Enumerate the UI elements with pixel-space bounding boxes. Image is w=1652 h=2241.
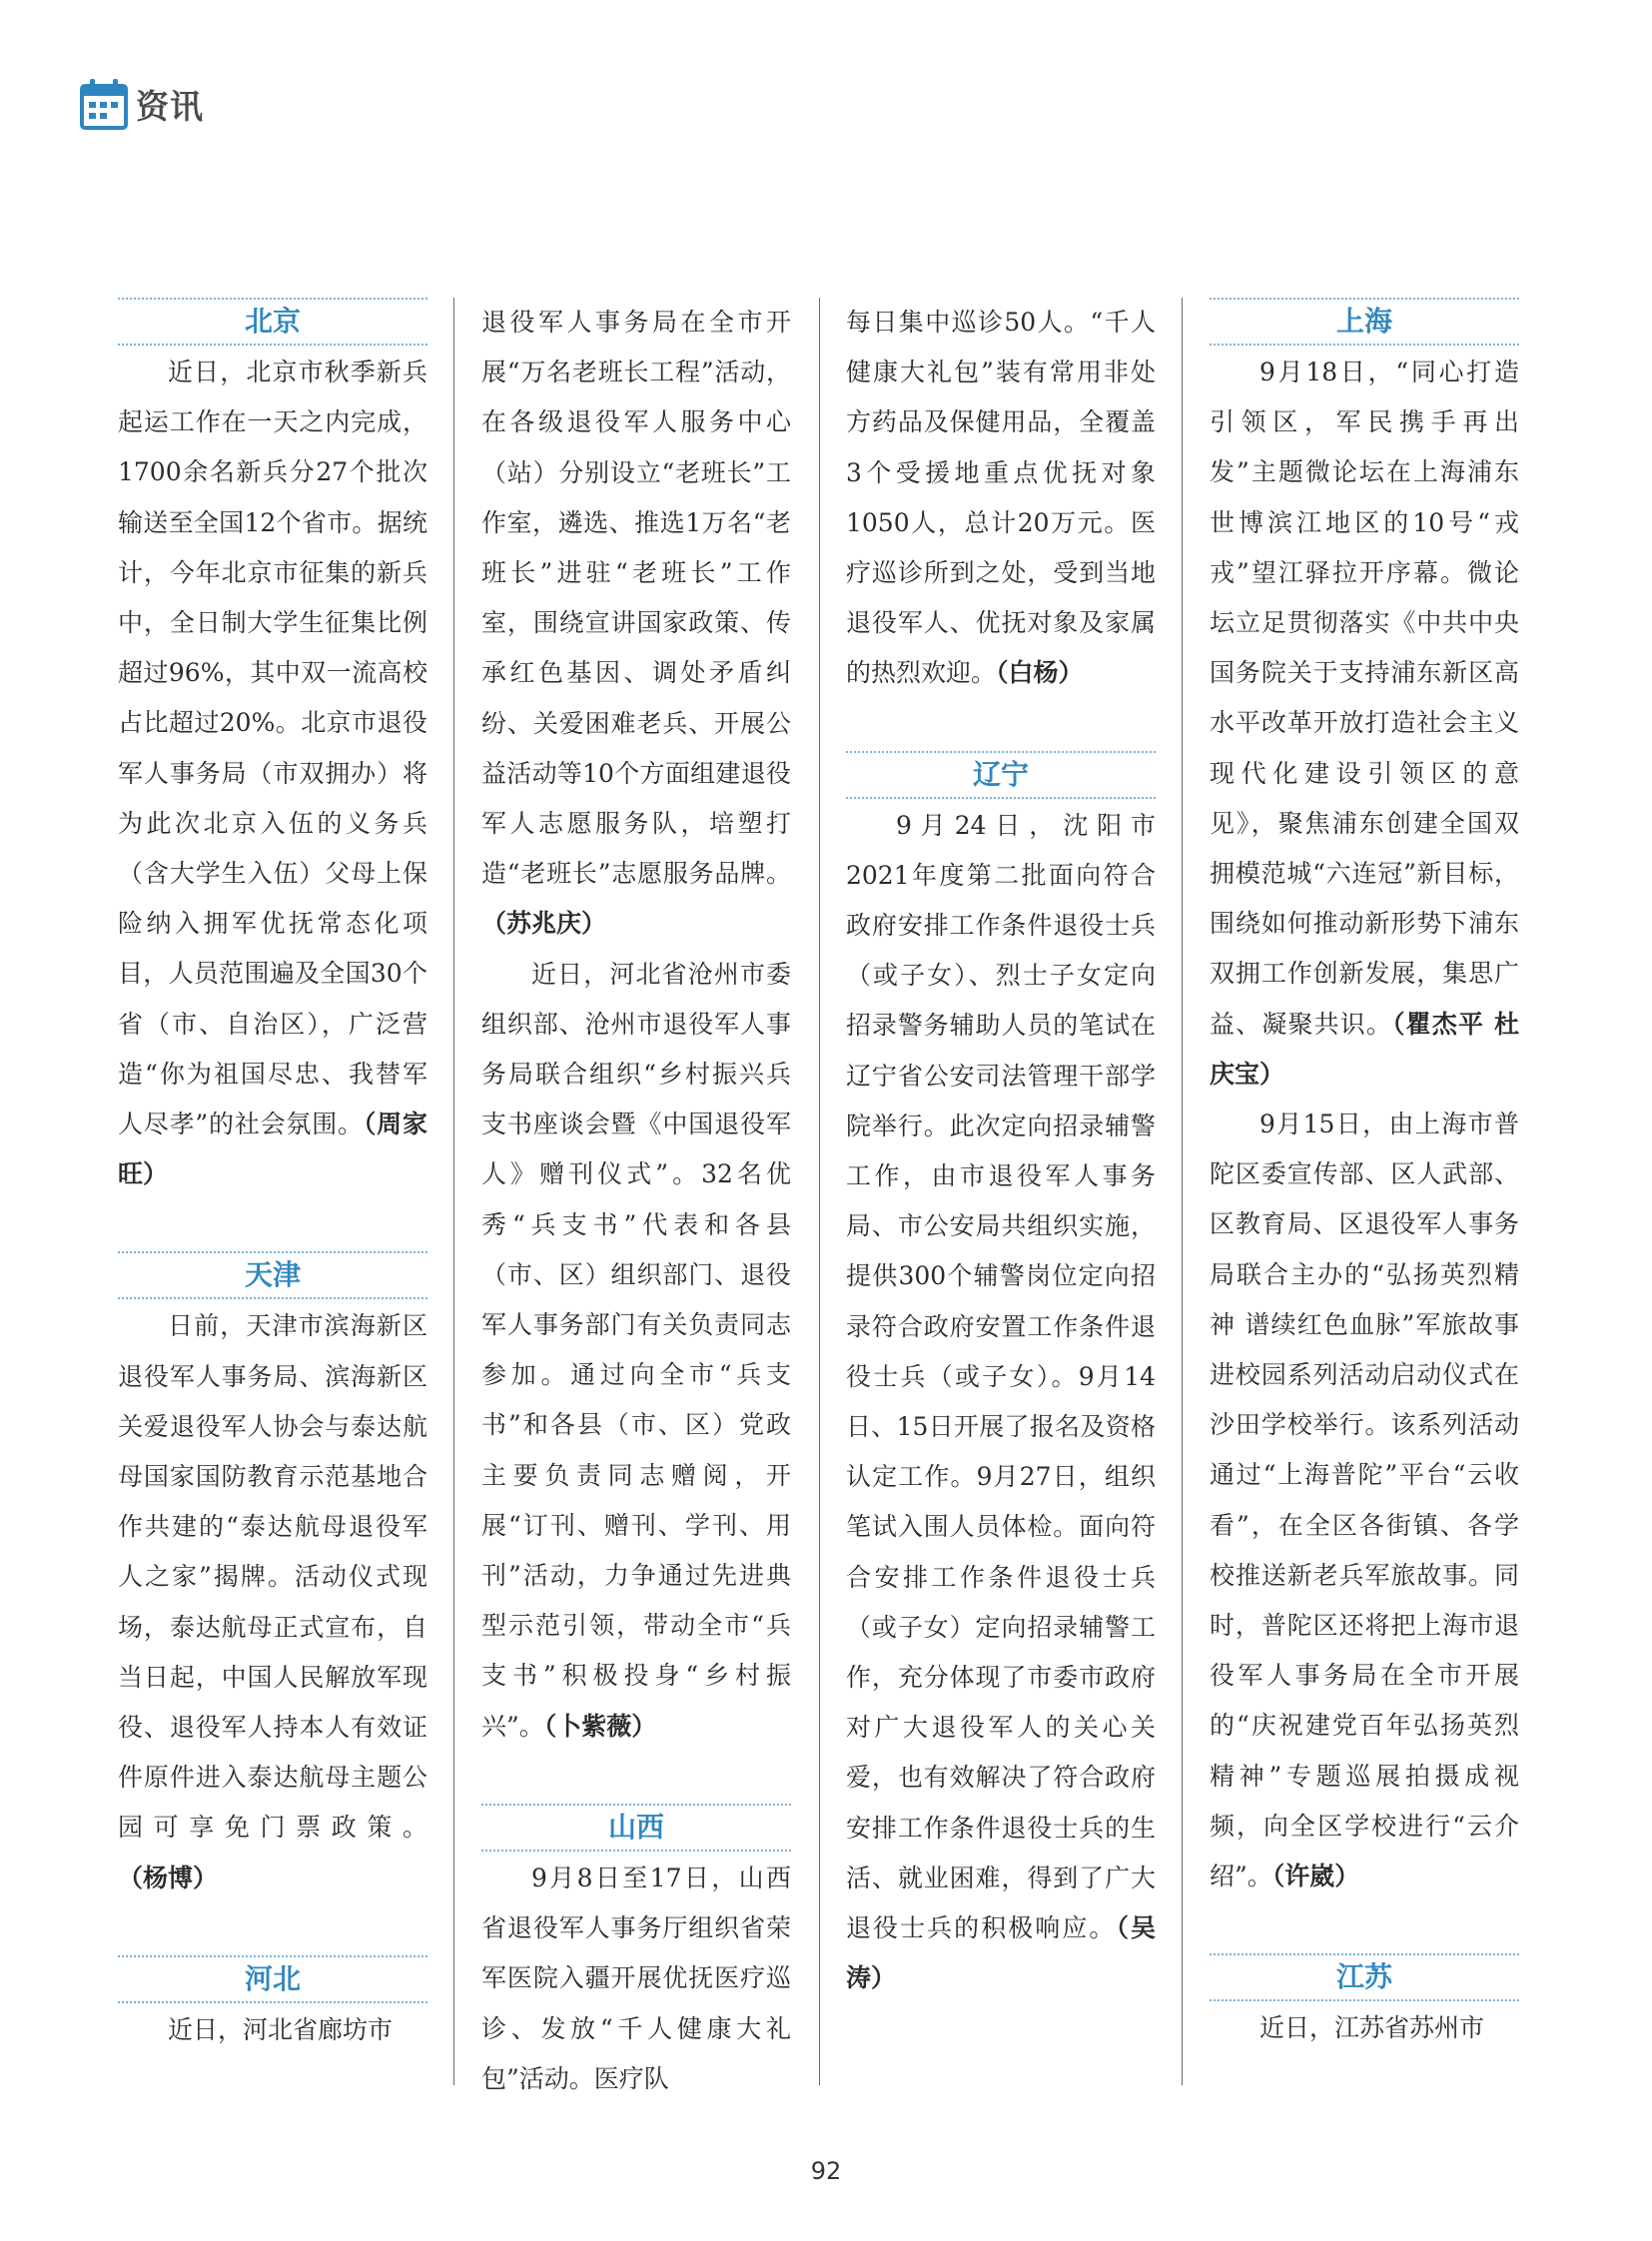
article-beijing <box>118 348 427 1199</box>
article-text: 日前，天津市滨海新区退役军人事务局、滨海新区关爱退役军人协会与泰达航母国家国防教育示范基地合作共建的“泰达航母退役军人之家”揭牌。活动仪式现场，泰达航母正式宣布，自当日起，中国人民解放军现役、退役军人持本人有效证件原件进入泰达航母主题公园可享免门票政策。 <box>118 1311 427 1843</box>
article-hebei <box>118 2005 427 2055</box>
article-text: 近日，河北省沧州市委组织部、沧州市退役军人事务局联合组织“乡村振兴兵支书座谈会暨《中国退役军人》赠刊仪式”。32名优秀“兵支书”代表和各县（市、区）组织部门、退役军人事务部门有关负责同志参加。通过向全市“兵支书”和各县（市、区）党政主要负责同志赠阅，开展“订刊、赠刊、学刊、用刊”活动，力争通过先进典型示范引领，带动全市“兵支书”积极投身“乡村振兴”。 <box>481 959 791 1741</box>
section-header <box>78 74 204 134</box>
column-2 <box>481 298 791 2104</box>
article-text: 9月24日，沈阳市2021年度第二批面向符合政府安排工作条件退役士兵（或子女）、烈士子女定向招录警务辅助人员的笔试在辽宁省公安司法管理干部学院举行。此次定向招录辅警工作，由市退役军人事务局、市公安局共组织实施，提供300个辅警岗位定向招录符合政府安置工作条件退役士兵（或子女）。9月14日、15日开展了报名及资格认定工作。9月27日，组织笔试入围人员体检。面向符合安排工作条件退役士兵（或子女）定向招录辅警工作，充分体现了市委市政府对广大退役军人的关心关爱，也有效解决了符合政府安排工作条件退役士兵的生活、就业困难，得到了广大退役士兵的积极响应。 <box>846 810 1156 1943</box>
article-text: 近日，北京市秋季新兵起运工作在一天之内完成，1700余名新兵分27个批次输送至全国12个省市。据统计，今年北京市征集的新兵中，全日制大学生征集比例超过96%，其中双一流高校占比超过20%。北京市退役军人事务局（市双拥办）将为此次北京入伍的义务兵（含大学生入伍）父母上保险纳入拥军优抚常态化项目，人员范围遍及全国30个省（市、自治区），广泛营造“你为祖国尽忠、我替军人尽孝”的社会氛围。 <box>118 358 427 1139</box>
column-divider <box>819 298 820 2085</box>
article-author: （周家旺） <box>118 1110 427 1189</box>
article-liaoning <box>846 801 1156 2004</box>
region-heading-shanghai: 上海 <box>1210 298 1519 346</box>
article-shanxi-continued <box>846 298 1156 699</box>
page-number: 92 <box>810 2157 842 2185</box>
article-text: 每日集中巡诊50人。“千人健康大礼包”装有常用非处方药品及保健用品，全覆盖3个受援地重点优抚对象1050人，总计20万元。医疗巡诊所到之处，受到当地退役军人、优抚对象及家属的热烈欢迎。 <box>846 308 1156 688</box>
column-4 <box>1210 298 1519 2054</box>
article-author: （吴涛） <box>846 1913 1156 1993</box>
article-author: （卜紫薇） <box>543 1711 657 1741</box>
article-author: （白杨） <box>996 658 1084 688</box>
article-shanghai-1 <box>1210 348 1519 1100</box>
column-divider <box>1182 298 1183 2085</box>
calendar-icon <box>78 76 130 132</box>
article-author: （苏兆庆） <box>481 909 607 939</box>
column-divider <box>453 298 454 2085</box>
article-text: 9月15日，由上海市普陀区委宣传部、区人武部、区教育局、区退役军人事务局联合主办的“弘扬英烈精神 谱续红色血脉”军旅故事进校园系列活动启动仪式在沙田学校举行。该系列活动通过“上海普陀”平台“云收看”，在全区各街镇、各学校推送新老兵军旅故事。同时，普陀区还将把上海市退役军人事务局在全市开展的“庆祝建党百年弘扬英烈精神”专题巡展拍摄成视频，向全区学校进行“云介绍”。 <box>1210 1110 1519 1891</box>
article-text: 9月18日，“同心打造引领区，军民携手再出发”主题微论坛在上海浦东世博滨江地区的10号“戎戎”望江驿拉开序幕。微论坛立足贯彻落实《中共中央国务院关于支持浦东新区高水平改革开放打造社会主义现代化建设引领区的意见》，聚焦浦东创建全国双拥模范城“六连冠”新目标，围绕如何推动新形势下浦东双拥工作创新发展，集思广益、凝聚共识。 <box>1210 358 1519 1039</box>
article-text: 9月8日至17日，山西省退役军人事务厅组织省荣军医院入疆开展优抚医疗巡诊、发放“千人健康大礼包”活动。医疗队 <box>481 1863 791 2093</box>
region-heading-jiangsu: 江苏 <box>1210 1953 1519 2001</box>
article-shanxi <box>481 1854 791 2104</box>
article-tianjin <box>118 1301 427 1902</box>
article-text: 近日，河北省廊坊市 <box>168 2014 394 2044</box>
article-text: 退役军人事务局在全市开展“万名老班长工程”活动，在各级退役军人服务中心（站）分别设立“老班长”工作室，遴选、推选1万名“老班长”进驻“老班长”工作室，围绕宣讲国家政策、传承红色基因、调处矛盾纠纷、关爱困难老兵、开展公益活动等10个方面组建退役军人志愿服务队，培塑打造“老班长”志愿服务品牌。 <box>481 308 791 889</box>
column-1 <box>118 298 427 2055</box>
region-heading-hebei: 河北 <box>118 1955 427 2003</box>
article-text: 近日，江苏省苏州市 <box>1259 2013 1485 2043</box>
article-author: （许崴） <box>1271 1862 1360 1891</box>
section-title: 资讯 <box>136 86 204 126</box>
region-heading-beijing: 北京 <box>118 298 427 346</box>
column-3 <box>846 298 1156 2004</box>
article-author: （杨博） <box>118 1863 219 1892</box>
article-hebei-continued <box>481 298 791 950</box>
article-shanghai-2 <box>1210 1100 1519 1901</box>
article-author: （瞿杰平 杜庆宝） <box>1210 1009 1519 1089</box>
region-heading-shanxi: 山西 <box>481 1804 791 1852</box>
region-heading-tianjin: 天津 <box>118 1251 427 1299</box>
article-jiangsu <box>1210 2003 1519 2053</box>
region-heading-liaoning: 辽宁 <box>846 751 1156 799</box>
article-cangzhou <box>481 950 791 1752</box>
